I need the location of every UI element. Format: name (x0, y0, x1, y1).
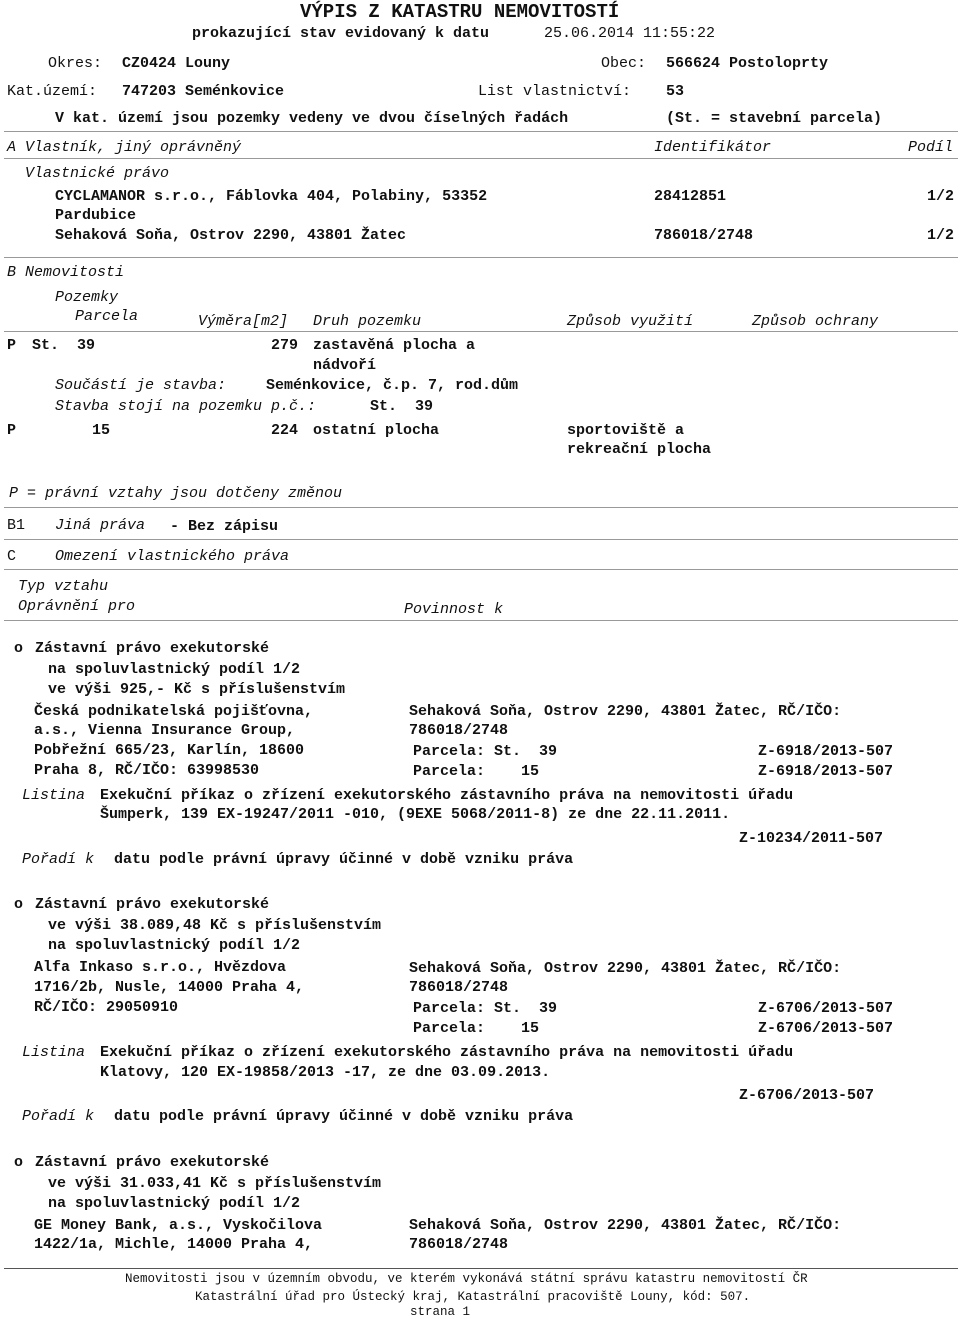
entry-1-listina-2: Šumperk, 139 EX-19247/2011 -010, (9EXE 5068/2011-8) ze dne 22.11.2011. (100, 806, 731, 823)
section-b1-heading: Jiná práva (55, 517, 146, 534)
entry-1-listina-1: Exekuční příkaz o zřízení exekutorského zástavního práva na nemovitosti úřadu (100, 787, 794, 804)
entry-3-bullet: o (14, 1154, 24, 1171)
owner-1-line1: CYCLAMANOR s.r.o., Fáblovka 404, Polabiny, 53352 (55, 188, 488, 205)
entry-1-parcel-2: Parcela: 15 (413, 763, 540, 780)
parcel-1-type-cont: nádvoří (313, 357, 377, 374)
section-a-heading: A Vlastník, jiný oprávněný (7, 139, 242, 156)
entry-1-creditor-1: Česká podnikatelská pojišťovna, (34, 703, 314, 720)
footer-line-2: Katastrální úřad pro Ústecký kraj, Katastrální pracoviště Louny, kód: 507. (195, 1290, 751, 1304)
entry-3-debtor-1: Sehaková Soňa, Ostrov 2290, 43801 Žatec, RČ/IČO: (409, 1217, 842, 1234)
entry-3-detail-1: ve výši 31.033,41 Kč s příslušenstvím (48, 1175, 382, 1192)
entry-2-z-1: Z-6706/2013-507 (758, 1000, 894, 1017)
stavba-label: Stavba stojí na pozemku p.č.: (55, 398, 317, 415)
pozemky-heading: Pozemky (55, 289, 119, 306)
section-c-heading: Omezení vlastnického práva (55, 548, 290, 565)
entry-2-listina-2: Klatovy, 120 EX-19858/2013 -17, ze dne 03.09.2013. (100, 1064, 551, 1081)
entry-1-listina-label: Listina (22, 787, 86, 804)
entry-2-title: Zástavní právo exekutorské (35, 896, 270, 913)
entry-1-title: Zástavní právo exekutorské (35, 640, 270, 657)
entry-1-debtor-2: 786018/2748 (409, 722, 509, 739)
entry-3-debtor-2: 786018/2748 (409, 1236, 509, 1253)
col-podil: Podíl (908, 139, 954, 156)
entry-2-listina-label: Listina (22, 1044, 86, 1061)
entry-2-listina-1: Exekuční příkaz o zřízení exekutorského zástavního práva na nemovitosti úřadu (100, 1044, 794, 1061)
entry-2-poradi: datu podle právní úpravy účinné v době vzniku práva (114, 1108, 574, 1125)
owner-2-line1: Sehaková Soňa, Ostrov 2290, 43801 Žatec (55, 227, 407, 244)
owner-1-line2: Pardubice (55, 207, 137, 224)
entry-2-creditor-2: 1716/2b, Nusle, 14000 Praha 4, (34, 979, 305, 996)
divider (4, 257, 958, 258)
divider (4, 620, 958, 621)
entry-3-detail-2: na spoluvlastnický podíl 1/2 (48, 1195, 301, 1212)
col-povinnost: Povinnost k (404, 601, 504, 618)
cadastre-note: V kat. území jsou pozemky vedeny ve dvou číselných řadách (55, 110, 569, 127)
entry-2-parcel-2: Parcela: 15 (413, 1020, 540, 1037)
divider (4, 158, 958, 159)
list-value: 53 (666, 83, 685, 100)
entry-1-parcel-1: Parcela: St. 39 (413, 743, 558, 760)
col-identifikator: Identifikátor (654, 139, 772, 156)
entry-1-creditor-3: Pobřežní 665/23, Karlín, 18600 (34, 742, 305, 759)
parcel-2-type: ostatní plocha (313, 422, 440, 439)
entry-2-creditor-1: Alfa Inkaso s.r.o., Hvězdova (34, 959, 287, 976)
footer-divider (4, 1268, 958, 1269)
entry-3-title: Zástavní právo exekutorské (35, 1154, 270, 1171)
entry-2-detail-2: na spoluvlastnický podíl 1/2 (48, 937, 301, 954)
entry-2-z-2: Z-6706/2013-507 (758, 1020, 894, 1037)
entry-1-z-1: Z-6918/2013-507 (758, 743, 894, 760)
obec-value: 566624 Postoloprty (666, 55, 829, 72)
obec-label: Obec: (601, 55, 647, 72)
entry-1-detail-2: ve výši 925,- Kč s příslušenstvím (48, 681, 346, 698)
entry-2-parcel-1: Parcela: St. 39 (413, 1000, 558, 1017)
entry-1-creditor-4: Praha 8, RČ/IČO: 63998530 (34, 762, 260, 779)
parcel-2-flag: P (7, 422, 17, 439)
parcel-1-type: zastavěná plocha a (313, 337, 476, 354)
col-parcela: Parcela (75, 308, 139, 325)
entry-3-creditor-1: GE Money Bank, a.s., Vyskočilova (34, 1217, 323, 1234)
entry-3-creditor-2: 1422/1a, Michle, 14000 Praha 4, (34, 1236, 314, 1253)
okres-value: CZ0424 Louny (122, 55, 231, 72)
entry-2-poradi-label: Pořadí k (22, 1108, 95, 1125)
footer-page-number: strana 1 (410, 1305, 471, 1319)
document-date: 25.06.2014 11:55:22 (544, 25, 716, 42)
entry-2-listina-z: Z-6706/2013-507 (739, 1087, 875, 1104)
section-c-code: C (7, 548, 17, 565)
entry-1-poradi: datu podle právní úpravy účinné v době vzniku práva (114, 851, 574, 868)
section-b1-value: - Bez zápisu (170, 518, 279, 535)
katuzemi-label: Kat.území: (7, 83, 98, 100)
document-subtitle: prokazující stav evidovaný k datu (192, 25, 490, 42)
entry-1-listina-z: Z-10234/2011-507 (739, 830, 884, 847)
parcel-2-use-cont: rekreační plocha (567, 441, 712, 458)
parcel-1-number: St. 39 (32, 337, 96, 354)
divider (4, 131, 958, 132)
entry-1-poradi-label: Pořadí k (22, 851, 95, 868)
col-opravneni: Oprávnění pro (18, 598, 136, 615)
owner-1-id: 28412851 (654, 188, 727, 205)
soucasti-label: Součástí je stavba: (55, 377, 227, 394)
section-b1-code: B1 (7, 517, 26, 534)
entry-1-z-2: Z-6918/2013-507 (758, 763, 894, 780)
parcel-2-use: sportoviště a (567, 422, 685, 439)
divider (4, 539, 958, 540)
owner-2-id: 786018/2748 (654, 227, 754, 244)
entry-1-debtor-1: Sehaková Soňa, Ostrov 2290, 43801 Žatec, RČ/IČO: (409, 703, 842, 720)
katuzemi-value: 747203 Seménkovice (122, 83, 285, 100)
parcel-2-area: 224 (271, 422, 299, 439)
okres-label: Okres: (48, 55, 103, 72)
divider (4, 569, 958, 570)
entry-1-detail-1: na spoluvlastnický podíl 1/2 (48, 661, 301, 678)
entry-1-bullet: o (14, 640, 24, 657)
entry-1-creditor-2: a.s., Vienna Insurance Group, (34, 722, 296, 739)
owner-2-share: 1/2 (927, 227, 955, 244)
col-ochrany: Způsob ochrany (752, 313, 879, 330)
vlastnicke-pravo-heading: Vlastnické právo (25, 165, 170, 182)
divider (4, 331, 958, 332)
col-druh: Druh pozemku (313, 313, 422, 330)
footer-line-1: Nemovitosti jsou v územním obvodu, ve kterém vykonává státní správu katastru nemovitostí ČR (125, 1272, 808, 1286)
section-b-heading: B Nemovitosti (7, 264, 125, 281)
cadastre-note-right: (St. = stavební parcela) (666, 110, 883, 127)
list-label: List vlastnictví: (478, 83, 632, 100)
entry-2-creditor-3: RČ/IČO: 29050910 (34, 999, 179, 1016)
soucasti-value: Seménkovice, č.p. 7, rod.dům (266, 377, 519, 394)
col-vyuziti: Způsob využití (567, 313, 694, 330)
parcel-1-area: 279 (271, 337, 299, 354)
entry-2-debtor-1: Sehaková Soňa, Ostrov 2290, 43801 Žatec, RČ/IČO: (409, 960, 842, 977)
parcel-1-flag: P (7, 337, 17, 354)
owner-1-share: 1/2 (927, 188, 955, 205)
document-title: VÝPIS Z KATASTRU NEMOVITOSTÍ (300, 1, 620, 23)
entry-2-detail-1: ve výši 38.089,48 Kč s příslušenstvím (48, 917, 382, 934)
entry-2-debtor-2: 786018/2748 (409, 979, 509, 996)
divider (4, 507, 958, 508)
parcel-2-number: 15 (92, 422, 111, 439)
entry-2-bullet: o (14, 896, 24, 913)
col-vymera: Výměra[m2] (198, 313, 289, 330)
stavba-value: St. 39 (370, 398, 434, 415)
legend-p: P = právní vztahy jsou dotčeny změnou (9, 485, 343, 502)
col-typ-vztahu: Typ vztahu (18, 578, 109, 595)
